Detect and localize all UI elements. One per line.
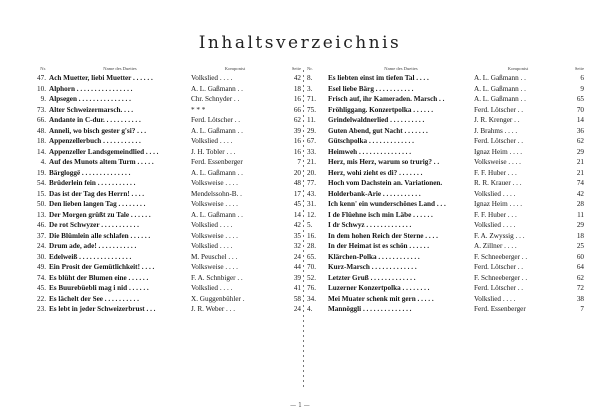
toc-entry <box>27 283 301 294</box>
entry-composer: F. A. Zwyssig . . . <box>474 231 525 240</box>
entry-number: 20. <box>307 168 316 177</box>
entry-number: 46. <box>37 221 46 229</box>
entry-number: 4. <box>307 305 313 313</box>
toc-entry <box>306 178 584 189</box>
entry-number: 70. <box>307 263 316 271</box>
header-nr: Nr. <box>307 66 313 71</box>
entry-composer: Ferd. Essenberger <box>191 158 243 166</box>
entry-title: Es lebt in jeder Schweizerbrust . . . <box>49 305 156 313</box>
entry-number: 54. <box>37 179 46 187</box>
entry-page: 39 <box>293 126 301 135</box>
entry-composer: A. L. Gaßmann . . <box>191 126 243 135</box>
entry-number: 18. <box>37 137 46 145</box>
entry-title: I de Flüehne isch min Läbe . . . . . . <box>328 210 433 219</box>
entry-title: Ein Prosit der Gemütlichkeit! . . . . <box>49 263 155 271</box>
entry-number: 74. <box>37 273 46 282</box>
entry-page: 41 <box>293 284 301 292</box>
entry-number: 12. <box>307 210 316 219</box>
entry-page: 16 <box>293 137 301 145</box>
entry-composer: F. Schneeberger . . <box>474 252 528 261</box>
entry-page: 66 <box>293 105 301 114</box>
toc-entry <box>306 115 584 126</box>
toc-entry <box>27 115 301 126</box>
toc-entry <box>27 252 301 263</box>
entry-title: Holderbank-Arie . . . . . . . . . . . <box>328 189 421 198</box>
entry-page: 17 <box>293 189 301 198</box>
toc-entry <box>306 241 584 252</box>
entry-composer: Mendelssohn-B. . <box>191 189 242 198</box>
entry-title: Kurz-Marsch . . . . . . . . . . . . . <box>328 263 417 271</box>
entry-composer: Ferd. Lötscher . . <box>474 105 524 114</box>
toc-entry <box>306 84 584 95</box>
toc-entry <box>27 231 301 242</box>
entry-title: Es blüht der Blumen eine . . . . . . <box>49 273 149 282</box>
entry-composer: Volksweise . . . . <box>474 158 521 166</box>
toc-entry <box>27 168 301 179</box>
entry-page: 6 <box>580 74 584 82</box>
entry-composer: Volksweise . . . . <box>191 179 238 187</box>
entry-page: 7 <box>580 305 584 313</box>
entry-number: 66. <box>37 116 46 124</box>
header-composer: Komponist <box>507 66 529 71</box>
entry-page: 48 <box>293 179 301 187</box>
entry-composer: F. A. Schnbiger . . <box>191 273 243 282</box>
entry-composer: Volkslied . . . . <box>474 221 516 229</box>
entry-composer: Volksweise . . . . <box>191 263 238 271</box>
entry-page: 36 <box>576 126 584 135</box>
entry-page: 42 <box>576 189 584 198</box>
entry-title: Andante in C-dur. . . . . . . . . . . <box>49 116 141 124</box>
toc-entry <box>27 136 301 147</box>
entry-number: 13. <box>37 210 46 219</box>
toc-entry <box>306 94 584 105</box>
entry-page: 44 <box>293 263 301 271</box>
entry-page: 62 <box>576 137 584 145</box>
entry-composer: Ferd. Essenberger <box>474 305 526 313</box>
entry-composer: J. H. Tobler . . . <box>191 147 236 156</box>
entry-page: 32 <box>293 242 301 250</box>
entry-title: Fröhliggang. Konzertpolka . . . . . . <box>328 105 434 114</box>
toc-entry <box>306 231 584 242</box>
entry-title: Der Morgen grüßt zu Tale . . . . . . <box>49 210 151 219</box>
entry-composer: A. Zillner . . . . <box>474 242 517 250</box>
entry-title: Das ist der Tag des Herrn! . . . . <box>49 189 145 198</box>
entry-page: 70 <box>576 105 584 114</box>
entry-composer: Ignaz Heim . . . . <box>474 147 523 156</box>
entry-number: 45. <box>37 284 46 292</box>
entry-title: Es lächelt der See . . . . . . . . . . <box>49 294 139 303</box>
entry-number: 52. <box>307 273 316 282</box>
entry-composer: J. R. Krenger . . <box>474 116 520 124</box>
entry-title: Brüderlein fein . . . . . . . . . . . <box>49 179 136 187</box>
entry-title: Herz, wohi zieht es di? . . . . . . . <box>328 168 423 177</box>
entry-number: 77. <box>307 179 316 187</box>
entry-page: 18 <box>576 231 584 240</box>
entry-page: 72 <box>576 284 584 292</box>
entry-title: Es Buurebüebli mag i nid . . . . . . <box>49 284 149 292</box>
page-title: Inhaltsverzeichnis <box>198 33 402 53</box>
entry-title: Drum ade, ade! . . . . . . . . . . . <box>49 242 137 250</box>
toc-entry <box>306 189 584 200</box>
entry-number: 23. <box>37 305 46 313</box>
entry-composer: * * * <box>191 105 206 114</box>
entry-composer: F. F. Huber . . . <box>474 168 517 177</box>
entry-number: 4. <box>40 158 46 166</box>
entry-page: 62 <box>293 116 301 124</box>
entry-title: Appenzellerbuch . . . . . . . . . . . <box>49 137 141 145</box>
entry-title: Alphorn . . . . . . . . . . . . . . . . <box>49 84 133 93</box>
entry-page: 16 <box>293 95 301 103</box>
entry-composer: A. L. Gaßmann . . <box>191 84 243 93</box>
toc-entry <box>27 73 301 84</box>
toc-entry <box>27 241 301 252</box>
entry-composer: A. L. Gaßmann . . <box>474 84 526 93</box>
entry-number: 29. <box>307 126 316 135</box>
entry-title: Heimweh . . . . . . . . . . . . . . . <box>328 147 412 156</box>
toc-entry <box>27 105 301 116</box>
entry-composer: R. R. Krauer . . . <box>474 179 522 187</box>
entry-number: 16. <box>307 231 316 240</box>
entry-title: Auf des Munots altem Turm . . . . . <box>49 158 154 166</box>
toc-entry <box>27 84 301 95</box>
toc-entry <box>27 262 301 273</box>
entry-composer: A. L. Gaßmann . . <box>474 95 526 103</box>
entry-composer: Volkslied . . . . <box>474 294 516 303</box>
entry-composer: Volkslied . . . . <box>191 74 233 82</box>
entry-composer: A. L. Gaßmann . . <box>191 168 243 177</box>
toc-entry <box>27 157 301 168</box>
entry-title: De rot Schwyzer . . . . . . . . . . . <box>49 221 139 229</box>
entry-page: 11 <box>577 210 584 219</box>
toc-entry <box>27 273 301 284</box>
entry-number: 48. <box>37 126 46 135</box>
entry-title: Hoch vom Dachstein an. Variationen. <box>328 179 443 187</box>
header-page: Seite <box>291 66 301 71</box>
entry-page: 62 <box>576 273 584 282</box>
entry-page: 38 <box>576 294 584 303</box>
entry-title: Ach Muetter, liebi Muetter . . . . . . <box>49 74 153 82</box>
entry-number: 37. <box>37 231 46 240</box>
entry-composer: F. F. Huber . . . <box>474 210 517 219</box>
entry-number: 8. <box>307 74 313 82</box>
entry-composer: Ferd. Lötscher . . <box>474 137 524 145</box>
entry-composer: Ferd. Lötscher . . <box>474 284 524 292</box>
entry-number: 75. <box>307 105 316 114</box>
entry-number: 49. <box>37 263 46 271</box>
entry-number: 30. <box>37 252 46 261</box>
entry-page: 29 <box>576 147 584 156</box>
entry-page: 14 <box>576 116 584 124</box>
entry-title: I dr Schwyz . . . . . . . . . . . . . <box>328 221 412 229</box>
toc-entry <box>306 252 584 263</box>
entry-page: 42 <box>293 221 301 229</box>
entry-number: 50. <box>37 200 46 208</box>
entry-page: 28 <box>576 200 584 208</box>
entry-composer: Volksweise . . . . <box>191 231 238 240</box>
toc-entry <box>27 189 301 200</box>
entry-number: 9. <box>40 95 46 103</box>
entry-page: 74 <box>576 179 584 187</box>
entry-title: Ich kenn' ein wunderschönes Land . . . <box>328 200 446 208</box>
entry-title: Guten Abend, gut Nacht . . . . . . . <box>328 126 428 135</box>
toc-entry <box>306 210 584 221</box>
entry-number: 19. <box>37 168 46 177</box>
toc-entry <box>27 94 301 105</box>
entry-number: 3. <box>307 84 313 93</box>
entry-number: 24. <box>37 242 46 250</box>
entry-composer: Volkslied . . . . <box>191 242 233 250</box>
entry-composer: Volkslied . . . . <box>474 189 516 198</box>
entry-composer: Volksweise . . . . <box>191 200 238 208</box>
entry-title: Klärchen-Polka . . . . . . . . . . . . <box>328 252 420 261</box>
toc-entry <box>306 136 584 147</box>
entry-title: Gütschpolka . . . . . . . . . . . . . <box>328 137 414 145</box>
entry-number: 47. <box>37 74 46 82</box>
toc-entry <box>306 304 584 315</box>
entry-number: 22. <box>37 294 46 303</box>
entry-page: 21 <box>576 168 584 177</box>
entry-page: 24 <box>293 305 301 313</box>
entry-page: 65 <box>576 95 584 103</box>
entry-title: Grindelwaldnerlied . . . . . . . . . . <box>328 116 425 124</box>
toc-entry <box>306 105 584 116</box>
entry-title: Alpsegen . . . . . . . . . . . . . . . <box>49 95 131 103</box>
entry-composer: A. L. Gaßmann . . <box>191 210 243 219</box>
toc-entry <box>27 178 301 189</box>
entry-page: 64 <box>576 263 584 271</box>
header-name: Name des Duettes <box>384 66 418 71</box>
entry-composer: Chr. Schnyder . . <box>191 95 240 103</box>
entry-number: 43. <box>307 189 316 198</box>
toc-entry <box>27 210 301 221</box>
entry-page: 18 <box>293 84 301 93</box>
entry-title: Mannöggli . . . . . . . . . . . . . . <box>328 305 412 313</box>
toc-entry <box>306 147 584 158</box>
toc-entry <box>306 126 584 137</box>
header-nr: Nr. <box>40 66 46 71</box>
entry-page: 29 <box>576 221 584 229</box>
toc-entry <box>27 304 301 315</box>
entry-number: 5. <box>307 221 313 229</box>
entry-composer: X. Guggenbühler . <box>191 294 245 303</box>
entry-page: 42 <box>293 74 301 82</box>
toc-entry <box>306 262 584 273</box>
toc-entry <box>27 126 301 137</box>
entry-number: 34. <box>307 294 316 303</box>
entry-number: 11. <box>307 116 316 124</box>
entry-page: 25 <box>576 242 584 250</box>
entry-title: Edelweiß . . . . . . . . . . . . . . . <box>49 252 132 261</box>
column-divider <box>303 70 304 388</box>
entry-title: Bärgloggë . . . . . . . . . . . . . . <box>49 168 131 177</box>
entry-composer: Ignaz Heim . . . . <box>474 200 523 208</box>
toc-entry <box>306 294 584 305</box>
entry-composer: Volkslied . . . . <box>191 137 233 145</box>
table-header <box>27 65 301 73</box>
page-footer: — 1 — <box>290 402 310 409</box>
entry-number: 21. <box>307 158 316 166</box>
entry-page: 58 <box>293 294 301 303</box>
entry-title: Den lieben langen Tag . . . . . . . . <box>49 200 146 208</box>
entry-composer: Volkslied . . . . <box>191 284 233 292</box>
entry-page: 21 <box>576 158 584 166</box>
entry-title: Luzerner Konzertpolka . . . . . . . . <box>328 284 430 292</box>
entry-title: In der Heimat ist es schön . . . . . . <box>328 242 430 250</box>
entry-number: 33. <box>307 147 316 156</box>
toc-entry <box>306 273 584 284</box>
entry-number: 31. <box>307 200 316 208</box>
entry-number: 10. <box>37 84 46 93</box>
toc-entry <box>306 157 584 168</box>
header-composer: Komponist <box>224 66 246 71</box>
entry-composer: Ferd. Lötscher . . <box>191 116 241 124</box>
entry-page: 45 <box>293 200 301 208</box>
table-header <box>306 65 584 73</box>
entry-composer: A. L. Gaßmann . . <box>474 74 526 82</box>
entry-page: 9 <box>580 84 584 93</box>
toc-entry <box>306 168 584 179</box>
entry-title: Appenzeller Landsgemeindlied . . . . <box>49 147 159 156</box>
entry-page: 7 <box>297 158 301 166</box>
entry-title: Esel liebe Bärg . . . . . . . . . . . <box>328 84 414 93</box>
entry-composer: Volkslied . . . . <box>191 221 233 229</box>
entry-number: 71. <box>307 95 316 103</box>
entry-title: Alter Schweizermarsch. . . . <box>49 105 134 114</box>
entry-title: Die Blümlein alle schlafen . . . . . . <box>49 231 151 240</box>
entry-title: Herz, mis Herz, warum so trurig? . . <box>328 158 440 166</box>
entry-page: 14 <box>293 210 301 219</box>
toc-entry <box>27 199 301 210</box>
entry-page: 60 <box>576 252 584 261</box>
entry-number: 65. <box>307 252 316 261</box>
toc-column-right <box>306 65 584 315</box>
entry-title: In dem hohen Reich der Sterne . . . . <box>328 231 438 240</box>
entry-title: Frisch auf, ihr Kameraden. Marsch . . <box>328 95 445 103</box>
entry-page: 39 <box>293 273 301 282</box>
entry-title: Es liebten einst im tiefen Tal . . . . <box>328 74 429 82</box>
entry-page: 24 <box>293 252 301 261</box>
entry-composer: F. Schneeberger . . <box>474 273 528 282</box>
entry-number: 76. <box>307 284 316 292</box>
entry-number: 67. <box>307 137 316 145</box>
toc-entry <box>306 73 584 84</box>
entry-page: 20 <box>293 168 301 177</box>
entry-number: 15. <box>37 189 46 198</box>
header-name: Name des Duettes <box>103 66 137 71</box>
entry-composer: J. Brahms . . . . <box>474 126 518 135</box>
toc-entry <box>306 220 584 231</box>
entry-title: Mei Muater schenk mit gern . . . . . <box>328 294 434 303</box>
entry-number: 73. <box>37 105 46 114</box>
toc-entry <box>306 199 584 210</box>
toc-entry <box>27 220 301 231</box>
toc-column-left <box>27 65 301 315</box>
entry-number: 28. <box>307 242 316 250</box>
toc-entry <box>306 283 584 294</box>
entry-composer: Ferd. Lötscher . . <box>474 263 524 271</box>
toc-entry <box>27 147 301 158</box>
entry-page: 35 <box>293 231 301 240</box>
entry-title: Letzter Gruß . . . . . . . . . . . . . <box>328 273 416 282</box>
entry-composer: M. Peuschel . . . <box>191 252 238 261</box>
toc-entry <box>27 294 301 305</box>
header-page: Seite <box>574 66 584 71</box>
entry-composer: J. R. Weber . . . <box>191 305 236 313</box>
entry-page: 16 <box>293 147 301 156</box>
entry-title: Anneli, wo bisch gester g'si? . . . <box>49 126 147 135</box>
entry-number: 14. <box>37 147 46 156</box>
